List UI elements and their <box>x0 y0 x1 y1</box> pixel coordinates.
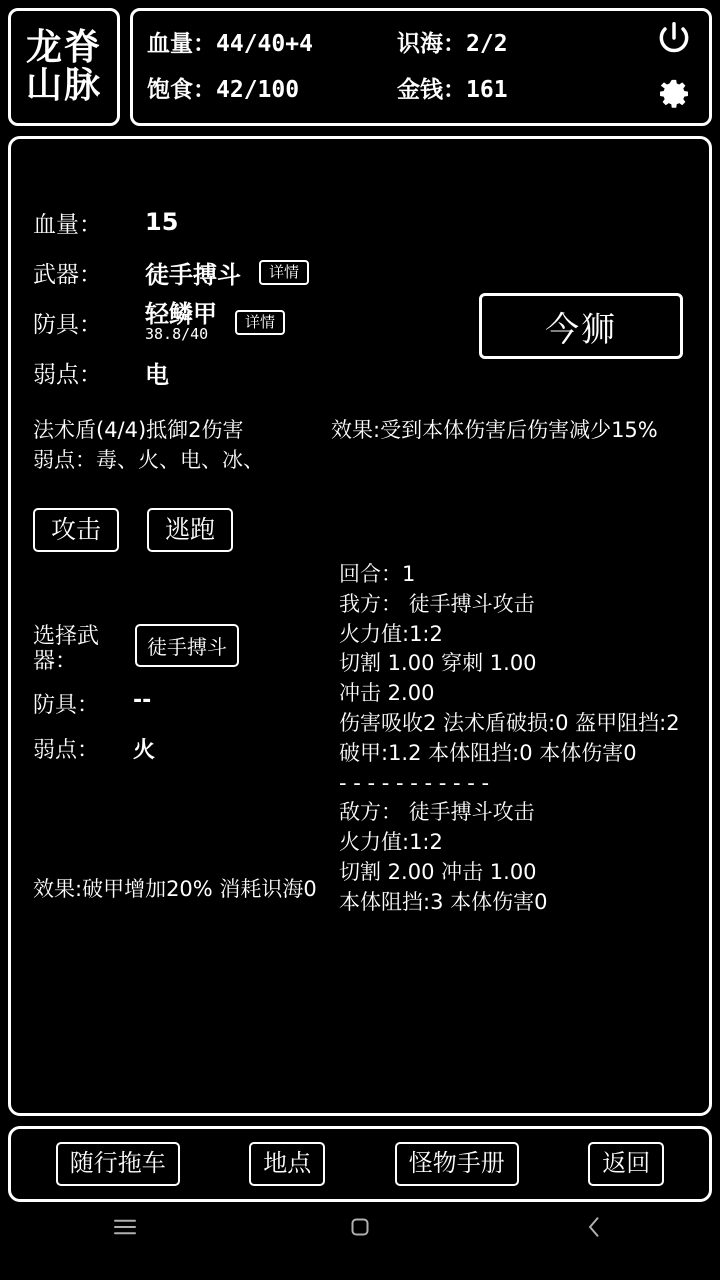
enemy-weapon-detail-button[interactable]: 详情 <box>259 260 309 285</box>
header-icon-column <box>651 19 697 115</box>
stat-money-label: 金钱： <box>397 77 466 103</box>
select-weapon-label: 选择武器： <box>33 623 100 675</box>
player-panel <box>33 556 333 918</box>
log-line: 火力值:1:2 <box>339 830 443 855</box>
log-line: 火力值:1:2 <box>339 621 443 646</box>
stat-mind-label: 识海： <box>397 31 466 57</box>
logo-line-1: 龙脊 <box>25 27 102 69</box>
stat-hp-value: 44/40+4 <box>216 31 313 57</box>
enemy-weakness-row <box>33 355 687 389</box>
home-icon[interactable] <box>345 1212 375 1246</box>
back-icon[interactable] <box>580 1212 610 1246</box>
stat-mind <box>397 21 508 67</box>
selected-weapon-button[interactable]: 徒手搏斗 <box>135 624 239 667</box>
stat-hp-label: 血量： <box>147 31 216 57</box>
enemy-weapon-row <box>33 255 687 289</box>
player-weakness-label: 弱点： <box>33 738 100 764</box>
header <box>8 8 712 126</box>
action-buttons <box>33 508 687 552</box>
log-line: 切割 1.00 穿刺 1.00 <box>339 651 537 676</box>
enemy-hp-row <box>33 205 687 239</box>
log-line: 切割 2.00 冲击 1.00 <box>339 860 537 884</box>
log-line: 回合：1 <box>339 561 416 586</box>
stat-food-label: 饱食： <box>147 77 216 103</box>
gear-icon[interactable] <box>655 77 693 115</box>
enemy-name-badge <box>479 293 683 359</box>
enemy-status-block <box>33 415 687 476</box>
enemy-armor-value-group <box>145 299 217 343</box>
player-effect-text: 效果:破甲增加20% 消耗识海0 <box>33 877 317 902</box>
enemy-weapon-value: 徒手搏斗 <box>145 260 241 289</box>
enemy-armor-value: 轻鳞甲 <box>145 299 217 328</box>
logo-line-2: 山脉 <box>25 65 102 106</box>
player-armor-row <box>33 688 333 719</box>
log-line: 冲击 2.00 <box>339 681 435 706</box>
stat-food <box>147 67 397 113</box>
monster-manual-button[interactable]: 怪物手册 <box>395 1142 519 1186</box>
footer-nav <box>8 1126 712 1202</box>
log-line: 敌方： 徒手搏斗攻击 <box>339 800 535 825</box>
menu-icon[interactable] <box>110 1212 140 1246</box>
enemy-weakness-value: 电 <box>145 360 169 389</box>
stat-money-value: 161 <box>466 77 508 103</box>
enemy-armor-detail-button[interactable]: 详情 <box>235 310 285 335</box>
stat-food-value: 42/100 <box>216 77 300 103</box>
player-armor-value: -- <box>133 688 152 714</box>
enemy-weapon-label: 武器： <box>33 261 102 288</box>
stat-mind-value: 2/2 <box>466 31 508 57</box>
log-line: 我方： 徒手搏斗攻击 <box>339 591 535 616</box>
enemy-name: 今狮 <box>545 309 617 350</box>
enemy-armor-label: 防具： <box>33 311 102 338</box>
player-weakness-row <box>33 733 333 764</box>
log-line: 伤害吸收2 法术盾破损:0 盔甲阻挡:2破甲:1.2 本体阻挡:0 本体伤害0 <box>339 710 680 765</box>
system-navbar <box>8 1202 712 1256</box>
enemy-hp-label: 血量： <box>33 211 102 238</box>
battle-panel <box>8 136 712 1116</box>
enemy-armor-durability: 38.8/40 <box>145 324 209 343</box>
enemy-weakness-label: 弱点： <box>33 361 102 388</box>
battle-log <box>339 556 687 918</box>
player-weakness-value: 火 <box>133 738 156 764</box>
enemy-shield-column <box>33 415 323 476</box>
location-button[interactable]: 地点 <box>249 1142 325 1186</box>
flee-button[interactable]: 逃跑 <box>147 508 233 552</box>
player-armor-label: 防具： <box>33 693 100 719</box>
stats-panel <box>130 8 712 126</box>
trailer-button[interactable]: 随行拖车 <box>56 1142 180 1186</box>
lower-section <box>33 556 687 918</box>
stats-row-2 <box>147 67 695 113</box>
enemy-effect-text: 效果:受到本体伤害后伤害减少15% <box>331 418 658 442</box>
power-icon[interactable] <box>655 19 693 57</box>
enemy-weakness-list: 弱点：毒、火、电、冰、 <box>33 448 264 473</box>
back-button[interactable]: 返回 <box>588 1142 664 1186</box>
log-line: - - - - - - - - - - - <box>339 770 490 795</box>
enemy-info <box>33 205 687 389</box>
stat-money <box>397 67 508 113</box>
stat-hp <box>147 21 397 67</box>
stats-row-1 <box>147 21 695 67</box>
attack-button[interactable]: 攻击 <box>33 508 119 552</box>
select-weapon-row <box>33 624 333 675</box>
enemy-hp-value: 15 <box>145 208 179 236</box>
game-logo <box>8 8 120 126</box>
log-line: 本体阻挡:3 本体伤害0 <box>339 889 548 914</box>
enemy-shield-text: 法术盾(4/4)抵御2伤害 <box>33 418 244 442</box>
